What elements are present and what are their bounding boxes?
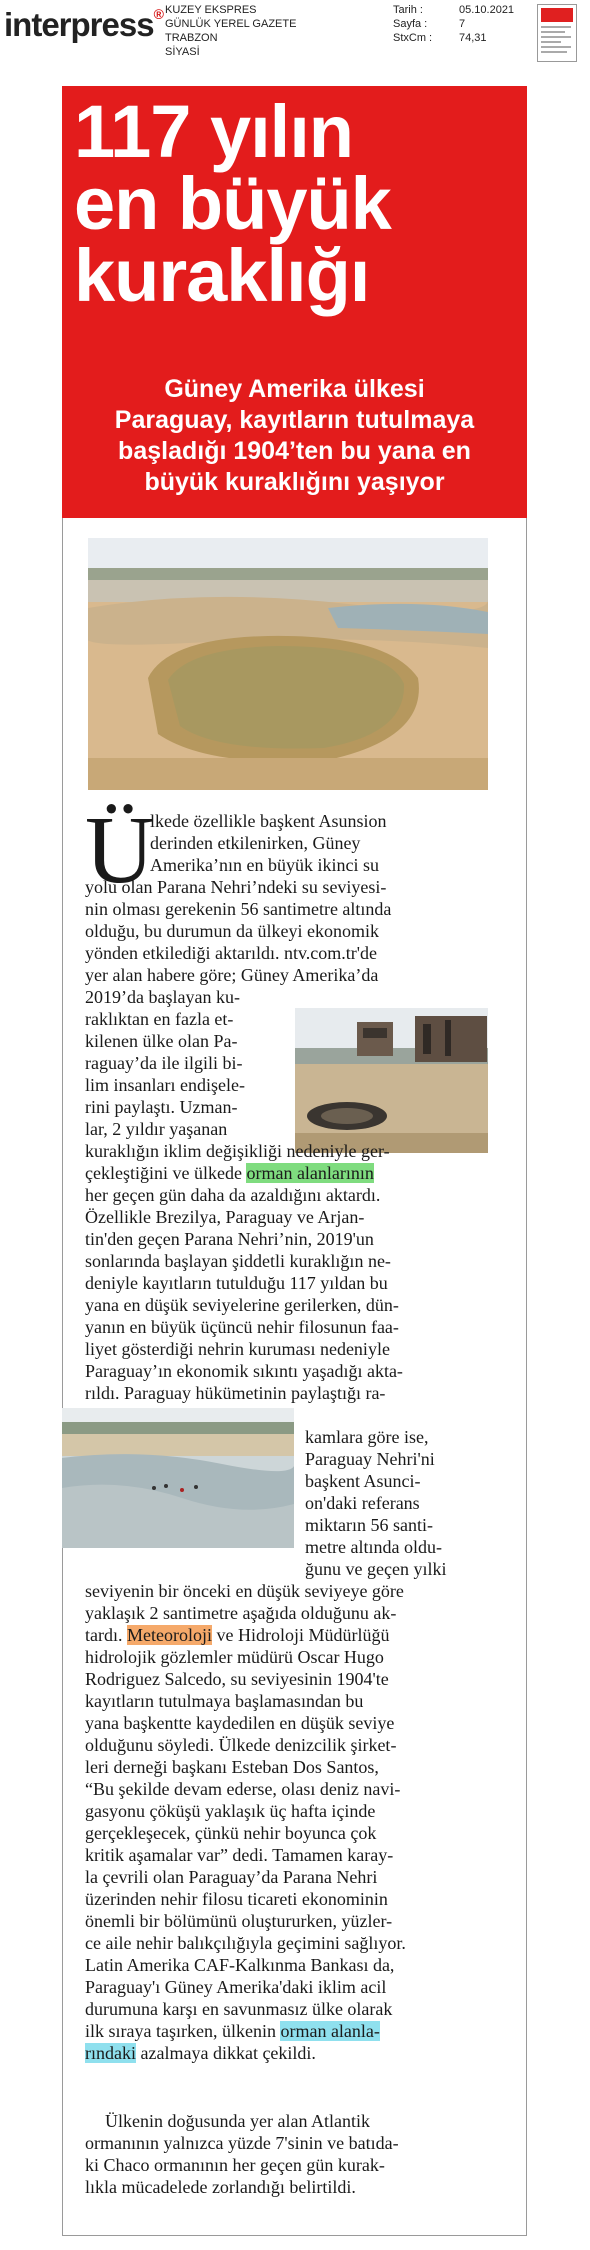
body-column-l — [85, 2110, 399, 2198]
text-line: raguay’da ile ilgili bi- — [85, 1053, 243, 1073]
meta-key: StxCm : — [393, 32, 433, 44]
text-line: sonlarında başlayan şiddetli kuraklığın ne- — [85, 1251, 391, 1271]
highlighted-keyword: orman alanlarının — [246, 1163, 374, 1183]
meta-date — [393, 3, 514, 17]
logo-text: interpress — [4, 6, 154, 43]
text-line: rini paylaştı. Uzman- — [85, 1097, 238, 1117]
text-line: Rodriguez Salcedo, su seviyesinin 1904'te — [85, 1669, 389, 1689]
text-line: lıkla mücadelede zorlandığı belirtildi. — [85, 2177, 356, 2197]
text-line: önemli bir bölümünü oluştururken, yüzler- — [85, 1911, 393, 1931]
text-line: “Bu şekilde devam ederse, olası deniz navi- — [85, 1779, 401, 1799]
meta-value: 7 — [459, 18, 466, 30]
text-line: olduğunu söyledi. Ülkede denizcilik şirket- — [85, 1735, 397, 1755]
text-line: kamlara göre ise, — [305, 1427, 429, 1447]
text-line: deniyle kayıtların tutulduğu 117 yıldan bu — [85, 1273, 388, 1293]
source-line: SİYASİ — [165, 46, 200, 58]
headline-line: kuraklığı — [74, 234, 370, 317]
headline-line: en büyük — [74, 162, 391, 245]
text-line: lim insanları endişele- — [85, 1075, 245, 1095]
text-line: yönden etkilediği aktarıldı. ntv.com.tr'de — [85, 943, 377, 963]
text-line: yaklaşık 2 santimetre aşağıda olduğunu ak- — [85, 1603, 397, 1623]
text-line: seviyenin bir önceki en düşük seviyeye göre — [85, 1581, 404, 1601]
body-column-c — [85, 986, 245, 1140]
text-line: liyet gösterdiği nehrin kuruması nedeniyle — [85, 1339, 390, 1359]
text-line: kayıtların tutulmaya başlamasından bu — [85, 1691, 364, 1711]
headline — [74, 90, 524, 317]
text-line: nin olması gerekenin 56 santimetre altında — [85, 899, 392, 919]
drop-cap: Ü — [85, 796, 155, 903]
text-line: yer alan habere göre; Güney Amerika’da — [85, 965, 379, 985]
text-line: Paraguay’ın ekonomik sıkıntı yaşadığı akta- — [85, 1361, 403, 1381]
text-span: ve Hidroloji Müdürlüğü — [211, 1625, 390, 1645]
text-line: kuraklığın iklim değişikliği nedeniyle ger- — [85, 1141, 390, 1161]
highlighted-keyword: rındaki — [85, 2043, 136, 2063]
body-column-b — [85, 876, 391, 986]
text-line: lkede özellikle başkent Asunsion — [150, 811, 387, 831]
text-span: azalmaya dikkat çekildi. — [136, 2043, 316, 2063]
source-line: TRABZON — [165, 32, 218, 44]
subhead-line: Paraguay, kayıtların tutulmaya — [114, 406, 475, 434]
meta-key: Sayfa : — [393, 18, 428, 30]
text-line: üzerinden nehir filosu ticareti ekonominin — [85, 1889, 388, 1909]
text-line: ce aile nehir balıkçılığıyla geçimini sağlıyor. — [85, 1933, 406, 1953]
registered-mark: ® — [153, 6, 163, 22]
interpress-logo — [4, 6, 163, 44]
headline-line: 117 yılın — [74, 90, 353, 173]
text-line: olduğu, bu durumun da ülkeyi ekonomik — [85, 921, 379, 941]
highlighted-keyword: orman alanla- — [280, 2021, 380, 2041]
meta-page — [393, 17, 514, 31]
text-line: gerçekleşecek, çünkü nehir boyunca çok — [85, 1823, 377, 1843]
text-line — [85, 2020, 406, 2042]
text-line: Paraguay'ı Güney Amerika'daki iklim acil — [85, 1977, 387, 1997]
text-line: yanın en büyük üçüncü nehir filosunun faa- — [85, 1317, 399, 1337]
text-span: ilk sıraya taşırken, ülkenin — [85, 2021, 281, 2041]
text-line: rıldı. Paraguay hükümetinin paylaştığı ra- — [85, 1383, 386, 1403]
text-line: her geçen gün daha da azaldığını aktardı. — [85, 1185, 381, 1205]
text-line: hidrolojik gözlemler müdürü Oscar Hugo — [85, 1647, 384, 1667]
body-column-a — [150, 810, 386, 876]
text-line: başkent Asunci- — [305, 1471, 421, 1491]
source-line: KUZEY EKSPRES — [165, 4, 257, 16]
text-line: derinden etkilenirken, Güney — [150, 833, 361, 853]
body-column-i — [85, 1646, 406, 2064]
body-line — [85, 1140, 390, 1184]
meta-value: 05.10.2021 — [459, 4, 515, 16]
text-line: ormanının yalnızca yüzde 7'sinin ve batıda- — [85, 2133, 399, 2153]
text-line: yolu olan Parana Nehri’ndeki su seviyesi- — [85, 877, 387, 897]
body-column-f — [305, 1426, 446, 1580]
subhead-line: büyük kuraklığını yaşıyor — [144, 468, 445, 496]
clipping-header — [0, 0, 590, 72]
text-line: Özellikle Brezilya, Paraguay ve Arjan- — [85, 1207, 365, 1227]
text-line: Ülkenin doğusunda yer alan Atlantik — [105, 2111, 370, 2131]
text-line: metre altında oldu- — [305, 1537, 442, 1557]
text-line: lar, 2 yıldır yaşanan — [85, 1119, 228, 1139]
riverbed-photo — [88, 538, 488, 790]
meta-size — [393, 31, 514, 45]
ship-photo — [295, 1008, 488, 1153]
text-span: tardı. — [85, 1625, 127, 1645]
text-line: yana başkentte kaydedilen en düşük seviye — [85, 1713, 395, 1733]
text-line: kritik aşamalar var” dedi. Tamamen karay- — [85, 1845, 394, 1865]
text-line: ğunu ve geçen yılki — [305, 1559, 447, 1579]
text-line: raklıktan en fazla et- — [85, 1009, 234, 1029]
text-line: Latin Amerika CAF-Kalkınma Bankası da, — [85, 1955, 395, 1975]
source-line: GÜNLÜK YEREL GAZETE — [165, 18, 297, 30]
subhead-line: başladığı 1904’ten bu yana en — [118, 437, 471, 465]
text-line — [85, 1624, 404, 1646]
text-line — [85, 2042, 406, 2064]
text-line: 2019’da başlayan ku- — [85, 987, 240, 1007]
subheadline — [62, 374, 527, 498]
highlighted-keyword: Meteoroloji — [127, 1625, 212, 1645]
text-line: gasyonu çöküşü yaklaşık üç hafta içinde — [85, 1801, 376, 1821]
subhead-line: Güney Amerika ülkesi — [164, 375, 425, 403]
text-line: yana en düşük seviyelerine gerilerken, dün- — [85, 1295, 399, 1315]
text-line: Paraguay Nehri'ni — [305, 1449, 435, 1469]
meta-value: 74,31 — [459, 32, 487, 44]
source-info — [165, 3, 296, 59]
text-line: ki Chaco ormanının her geçen gün kurak- — [85, 2155, 385, 2175]
text-line: leri derneği başkanı Esteban Dos Santos, — [85, 1757, 379, 1777]
text-line: durumuna karşı en savunmasız ülke olarak — [85, 1999, 393, 2019]
meta-key: Tarih : — [393, 4, 423, 16]
headline-banner — [62, 86, 527, 518]
text-line: Amerika’nın en büyük ikinci su — [150, 855, 379, 875]
dry-river-photo — [62, 1408, 294, 1548]
text-line: tin'den geçen Parana Nehri’nin, 2019'un — [85, 1229, 374, 1249]
text-line: miktarın 56 santi- — [305, 1515, 433, 1535]
text-line — [85, 1162, 390, 1184]
text-line: kilenen ülke olan Pa- — [85, 1031, 238, 1051]
text-span: çekleştiğini ve ülkede — [85, 1163, 247, 1183]
page-thumbnail[interactable] — [537, 4, 577, 62]
body-column-e — [85, 1184, 403, 1404]
body-column-g — [85, 1580, 404, 1646]
text-line: la çevrili olan Paraguay’da Parana Nehri — [85, 1867, 378, 1887]
clip-meta — [393, 3, 514, 45]
text-line: on'daki referans — [305, 1493, 420, 1513]
